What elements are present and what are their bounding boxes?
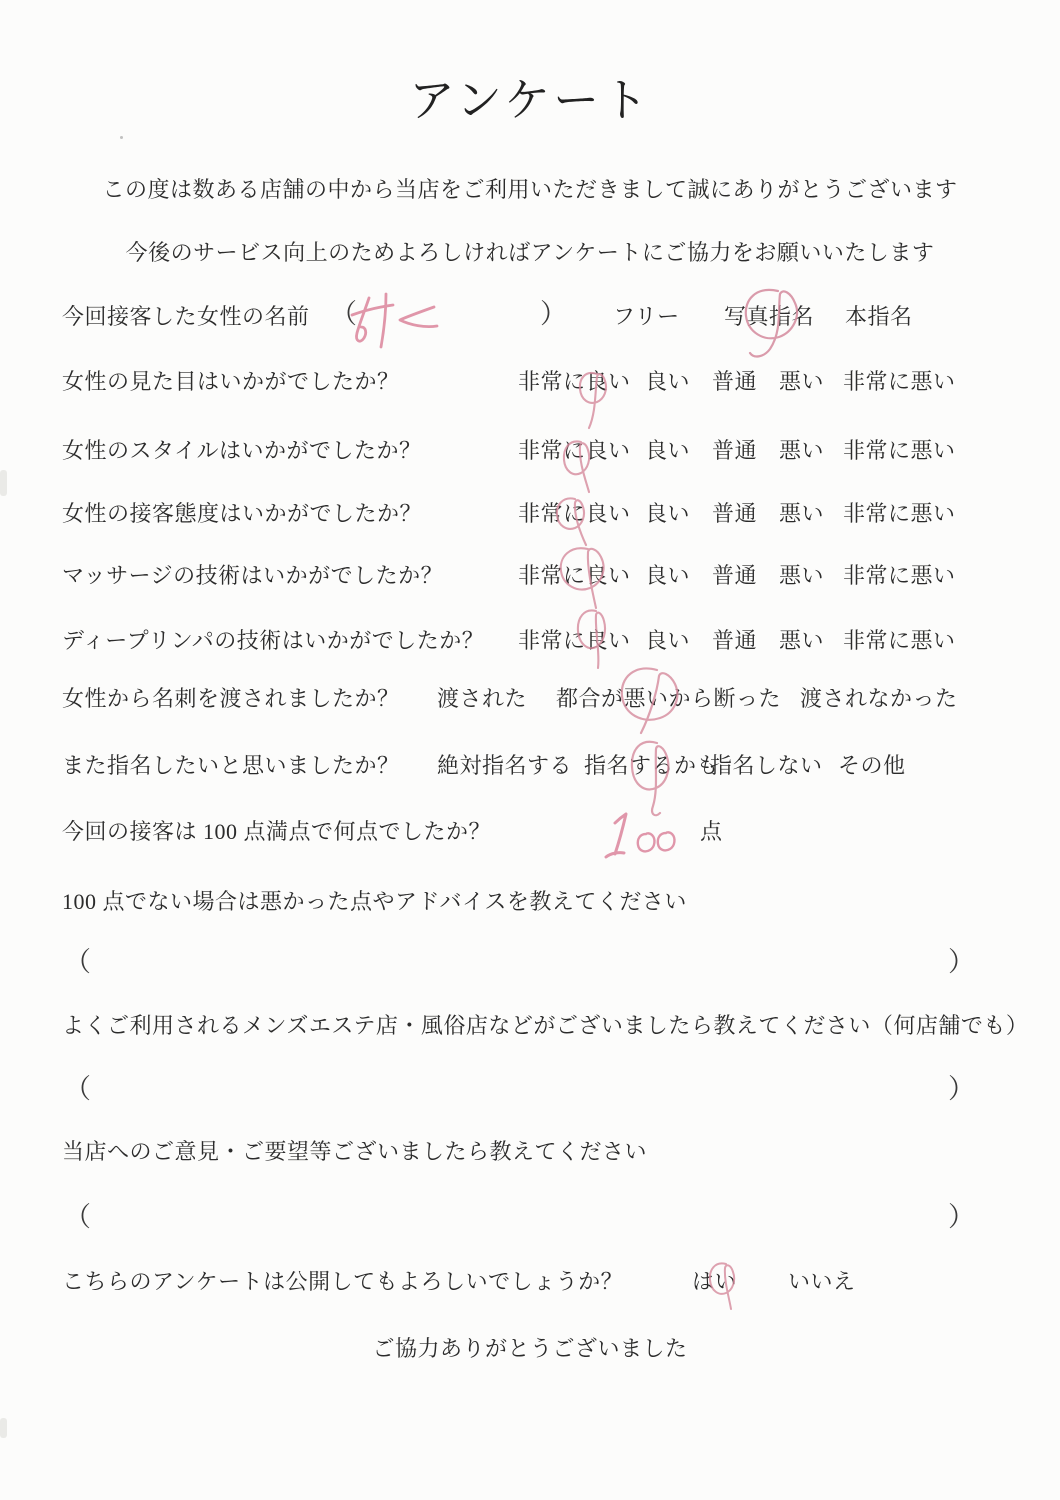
advice-question-label: 100 点でない場合は悪かった点やアドバイスを教えてください — [62, 889, 687, 914]
rating-option-bad: 悪い — [779, 369, 825, 394]
again-option-no: 指名しない — [710, 753, 823, 778]
rating-option-verygood: 非常に良い — [518, 628, 631, 653]
advice-answer-paren-close: ） — [948, 947, 976, 977]
shops-answer-paren-close: ） — [948, 1074, 976, 1104]
scan-speck — [120, 136, 123, 139]
rating-option-normal: 普通 — [712, 563, 758, 588]
rating-option-verybad: 非常に悪い — [843, 369, 956, 394]
shops-answer-paren-open: （ — [64, 1074, 92, 1104]
rating-option-verygood: 非常に良い — [518, 563, 631, 588]
handwritten-score — [606, 814, 674, 857]
name-question-label: 今回接客した女性の名前 — [62, 304, 310, 329]
name-paren-close: ） — [540, 299, 568, 329]
rating-option-verybad: 非常に悪い — [843, 628, 956, 653]
opinion-answer-paren-open: （ — [64, 1202, 92, 1232]
shops-question-label: よくご利用されるメンズエステ店・風俗店などがございましたら教えてください（何店舗でも） — [62, 1013, 1029, 1038]
again-option-definitely: 絶対指名する — [437, 753, 573, 778]
again-option-other: その他 — [838, 753, 906, 778]
rating-option-good: 良い — [645, 501, 691, 526]
advice-answer-paren-open: （ — [64, 947, 92, 977]
closing-message: ご協力ありがとうございました — [372, 1336, 688, 1361]
rating-option-verygood: 非常に良い — [518, 501, 631, 526]
name-option-photo-shimei: 写真指名 — [724, 304, 815, 329]
again-question-label: また指名したいと思いましたか？ — [62, 753, 400, 778]
publish-question-label: こちらのアンケートは公開してもよろしいでしょうか？ — [62, 1269, 624, 1294]
rating-question: 女性の見た目はいかがでしたか？ — [62, 369, 400, 394]
rating-option-verybad: 非常に悪い — [843, 438, 956, 463]
rating-option-verybad: 非常に悪い — [843, 501, 956, 526]
rating-option-good: 良い — [645, 628, 691, 653]
card-option-declined: 都合が悪いから断った — [556, 686, 782, 711]
rating-option-verygood: 非常に良い — [518, 369, 631, 394]
scan-edge-smudge — [0, 1418, 7, 1438]
rating-option-good: 良い — [645, 438, 691, 463]
card-question-label: 女性から名刺を渡されましたか？ — [62, 686, 400, 711]
publish-option-yes: はい — [692, 1269, 738, 1294]
rating-option-good: 良い — [645, 369, 691, 394]
rating-option-bad: 悪い — [779, 438, 825, 463]
rating-question: 女性のスタイルはいかがでしたか？ — [62, 438, 422, 463]
rating-option-bad: 悪い — [779, 501, 825, 526]
rating-option-verygood: 非常に良い — [518, 438, 631, 463]
intro-line-1: この度は数ある店舗の中から当店をご利用いただきまして誠にありがとうございます — [102, 177, 958, 202]
rating-option-normal: 普通 — [712, 501, 758, 526]
score-question-label: 今回の接客は 100 点満点で何点でしたか？ — [62, 819, 492, 844]
opinion-question-label: 当店へのご意見・ご要望等ございましたら教えてください — [62, 1139, 648, 1164]
rating-question: マッサージの技術はいかがでしたか？ — [62, 563, 444, 588]
card-option-received: 渡された — [437, 686, 528, 711]
rating-option-normal: 普通 — [712, 438, 758, 463]
rating-option-verybad: 非常に悪い — [843, 563, 956, 588]
card-option-notgiven: 渡されなかった — [800, 686, 958, 711]
name-paren-open: （ — [330, 299, 358, 329]
rating-option-good: 良い — [645, 563, 691, 588]
rating-option-normal: 普通 — [712, 369, 758, 394]
handwritten-name — [352, 294, 437, 347]
intro-line-2: 今後のサービス向上のためよろしければアンケートにご協力をお願いいたします — [125, 240, 935, 265]
opinion-answer-paren-close: ） — [948, 1202, 976, 1232]
rating-question: ディープリンパの技術はいかがでしたか？ — [62, 628, 485, 653]
rating-option-bad: 悪い — [779, 628, 825, 653]
score-unit-label: 点 — [700, 819, 723, 844]
rating-option-bad: 悪い — [779, 563, 825, 588]
publish-option-no: いいえ — [788, 1269, 856, 1294]
again-option-maybe: 指名するかも — [584, 753, 720, 778]
name-option-free: フリー — [613, 304, 680, 329]
scan-edge-smudge — [0, 470, 7, 496]
page-title: アンケート — [408, 75, 652, 126]
name-option-hon-shimei: 本指名 — [845, 304, 913, 329]
rating-question: 女性の接客態度はいかがでしたか？ — [62, 501, 423, 526]
rating-option-normal: 普通 — [712, 628, 758, 653]
